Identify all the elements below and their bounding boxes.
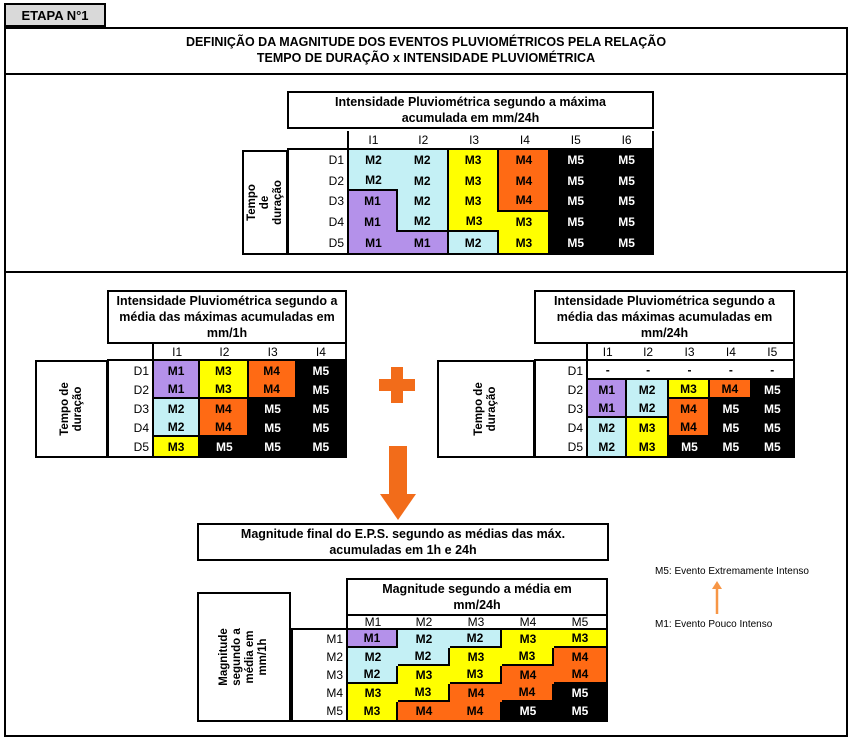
matrix-cell: M3	[152, 437, 200, 456]
matrix-cell: M4	[710, 380, 751, 399]
column-header: I5	[752, 344, 793, 361]
matrix-cell: M2	[346, 666, 398, 684]
legend-top: M5: Evento Extremamente Intenso	[655, 566, 809, 577]
matrix-cell: M4	[554, 648, 606, 666]
matrix-cell: M4	[554, 666, 606, 684]
matrix-cell: M3	[449, 191, 500, 212]
top-matrix-grid	[287, 131, 654, 255]
row-label: D5	[107, 437, 152, 456]
matrix-cell: -	[627, 361, 668, 380]
matrix-cell: M2	[586, 418, 627, 437]
stage-label: ETAPA N°1	[4, 3, 106, 27]
matrix-cell: M2	[627, 399, 668, 418]
right-matrix-grid	[534, 344, 795, 458]
divider	[4, 271, 848, 273]
matrix-cell: M5	[550, 191, 601, 212]
matrix-cell: M5	[601, 232, 652, 253]
top-side-label-text: Tempo de duração	[245, 180, 284, 225]
matrix-cell: M4	[669, 399, 710, 418]
column-header: I1	[152, 344, 200, 361]
column-header: M5	[554, 616, 606, 630]
matrix-cell: M3	[398, 684, 450, 702]
matrix-cell: M4	[502, 684, 554, 702]
page-title	[6, 34, 846, 66]
row-label: D4	[107, 418, 152, 437]
matrix-cell: M5	[601, 212, 652, 233]
corner-cell	[291, 616, 346, 630]
matrix-cell: M5	[669, 437, 710, 456]
matrix-cell: M5	[297, 399, 345, 418]
matrix-cell: M2	[398, 171, 449, 192]
matrix-cell: M5	[752, 380, 793, 399]
row-label: D5	[287, 232, 347, 253]
matrix-cell: M3	[398, 666, 450, 684]
column-header: I4	[297, 344, 345, 361]
matrix-cell: M5	[249, 437, 297, 456]
matrix-cell: M3	[502, 648, 554, 666]
matrix-cell: M1	[586, 380, 627, 399]
final-matrix-side-label	[197, 592, 291, 722]
matrix-cell: M5	[297, 380, 345, 399]
matrix-cell: M5	[550, 232, 601, 253]
matrix-cell: M5	[550, 150, 601, 171]
matrix-cell: M1	[347, 212, 398, 233]
row-label: M2	[291, 648, 346, 666]
row-label: D1	[534, 361, 586, 380]
matrix-cell: M2	[398, 648, 450, 666]
column-header: M4	[502, 616, 554, 630]
matrix-cell: M4	[502, 666, 554, 684]
matrix-cell: M4	[669, 418, 710, 437]
matrix-cell: M5	[297, 361, 345, 380]
matrix-cell: M5	[710, 399, 751, 418]
matrix-cell: M1	[398, 232, 449, 253]
matrix-cell: M5	[601, 191, 652, 212]
column-header: I3	[449, 131, 500, 150]
matrix-cell: M4	[499, 191, 550, 212]
down-arrow-head	[380, 494, 416, 520]
matrix-cell: M3	[499, 212, 550, 233]
column-header: I3	[669, 344, 710, 361]
matrix-cell: -	[710, 361, 751, 380]
down-arrow-icon	[380, 446, 416, 522]
column-header: I6	[601, 131, 652, 150]
matrix-cell: M4	[200, 418, 248, 437]
matrix-cell: -	[752, 361, 793, 380]
left-matrix-title: Intensidade Pluviométrica segundo a média das máximas acumuladas em mm/1h	[107, 290, 347, 344]
matrix-cell: M5	[710, 418, 751, 437]
matrix-cell: M3	[627, 418, 668, 437]
matrix-cell: M4	[398, 702, 450, 720]
matrix-cell: M3	[450, 648, 502, 666]
matrix-cell: M1	[347, 232, 398, 253]
column-header: I3	[249, 344, 297, 361]
right-matrix-title: Intensidade Pluviométrica segundo a média das máximas acumuladas em mm/24h	[534, 290, 795, 344]
matrix-cell: M2	[347, 150, 398, 171]
matrix-cell: M3	[200, 361, 248, 380]
page-title-line1: DEFINIÇÃO DA MAGNITUDE DOS EVENTOS PLUVIOMÉTRICOS PELA RELAÇÃO	[185, 35, 667, 49]
matrix-cell: M3	[449, 150, 500, 171]
corner-cell	[107, 344, 152, 361]
final-side-label-text: Magnitude segundo a média em mm/1h	[218, 628, 269, 686]
matrix-cell: M2	[152, 418, 200, 437]
column-header: M1	[346, 616, 398, 630]
row-label: D4	[534, 418, 586, 437]
column-header: I1	[347, 131, 398, 150]
matrix-cell: M3	[450, 666, 502, 684]
row-label: M3	[291, 666, 346, 684]
matrix-cell: M1	[347, 191, 398, 212]
column-header: I2	[398, 131, 449, 150]
matrix-cell: M5	[554, 684, 606, 702]
column-header: I4	[710, 344, 751, 361]
matrix-cell: M4	[499, 171, 550, 192]
matrix-cell: M5	[249, 399, 297, 418]
column-header: I5	[550, 131, 601, 150]
matrix-cell: M3	[627, 437, 668, 456]
left-matrix-side-label	[35, 360, 108, 458]
matrix-cell: M5	[297, 418, 345, 437]
column-header: M2	[398, 616, 450, 630]
matrix-cell: -	[669, 361, 710, 380]
row-label: D4	[287, 212, 347, 233]
column-header: I4	[499, 131, 550, 150]
right-side-label-text: Tempo de duração	[473, 382, 498, 436]
row-label: D3	[107, 399, 152, 418]
divider	[4, 73, 848, 75]
top-matrix-title: Intensidade Pluviométrica segundo a máxima acumulada em mm/24h	[287, 91, 654, 129]
matrix-cell: M5	[752, 399, 793, 418]
column-header: I2	[627, 344, 668, 361]
matrix-cell: M4	[200, 399, 248, 418]
row-label: D2	[107, 380, 152, 399]
matrix-cell: M3	[499, 232, 550, 253]
matrix-cell: -	[586, 361, 627, 380]
matrix-cell: M2	[398, 150, 449, 171]
column-header: I2	[200, 344, 248, 361]
matrix-cell: M1	[586, 399, 627, 418]
corner-cell	[534, 344, 586, 361]
final-matrix-title: Magnitude segundo a média em mm/24h	[346, 578, 608, 616]
matrix-cell: M2	[586, 437, 627, 456]
matrix-cell: M5	[502, 702, 554, 720]
matrix-cell: M5	[249, 418, 297, 437]
matrix-cell: M5	[297, 437, 345, 456]
page-title-line2: TEMPO DE DURAÇÃO x INTENSIDADE PLUVIOMÉTRICA	[256, 51, 596, 65]
matrix-cell: M5	[710, 437, 751, 456]
matrix-cell: M2	[449, 232, 500, 253]
row-label: D5	[534, 437, 586, 456]
matrix-cell: M4	[249, 361, 297, 380]
matrix-cell: M2	[398, 212, 449, 233]
matrix-cell: M2	[450, 630, 502, 648]
matrix-cell: M2	[346, 648, 398, 666]
right-matrix-side-label	[437, 360, 535, 458]
matrix-cell: M2	[627, 380, 668, 399]
left-side-label-text: Tempo de duração	[58, 382, 84, 436]
matrix-cell: M2	[398, 191, 449, 212]
matrix-cell: M2	[347, 171, 398, 192]
row-label: D3	[287, 191, 347, 212]
row-label: D1	[107, 361, 152, 380]
matrix-cell: M3	[669, 380, 710, 399]
matrix-cell: M5	[601, 150, 652, 171]
matrix-cell: M5	[752, 437, 793, 456]
matrix-cell: M5	[752, 418, 793, 437]
legend-bottom: M1: Evento Pouco Intenso	[655, 619, 773, 630]
matrix-cell: M3	[554, 630, 606, 648]
matrix-cell: M5	[601, 171, 652, 192]
row-label: D2	[534, 380, 586, 399]
row-label: M1	[291, 630, 346, 648]
top-matrix-side-label	[242, 150, 288, 255]
matrix-cell: M3	[449, 171, 500, 192]
final-title: Magnitude final do E.P.S. segundo as médias das máx. acumuladas em 1h e 24h	[197, 523, 609, 561]
plus-icon	[379, 367, 415, 403]
legend-arrow-icon	[711, 580, 723, 616]
matrix-cell: M4	[450, 684, 502, 702]
matrix-cell: M5	[200, 437, 248, 456]
matrix-cell: M3	[449, 212, 500, 233]
legend-arrow-head	[712, 581, 722, 589]
matrix-cell: M1	[346, 630, 398, 648]
matrix-cell: M5	[550, 212, 601, 233]
down-arrow-shaft	[389, 446, 407, 496]
row-label: M4	[291, 684, 346, 702]
matrix-cell: M2	[398, 630, 450, 648]
final-matrix-grid	[291, 616, 608, 722]
matrix-cell: M1	[152, 380, 200, 399]
matrix-cell: M5	[554, 702, 606, 720]
row-label: D3	[534, 399, 586, 418]
matrix-cell: M3	[200, 380, 248, 399]
matrix-cell: M5	[550, 171, 601, 192]
matrix-cell: M4	[450, 702, 502, 720]
plus-horizontal-bar	[379, 379, 415, 391]
matrix-cell: M4	[499, 150, 550, 171]
matrix-cell: M3	[502, 630, 554, 648]
matrix-cell: M2	[152, 399, 200, 418]
row-label: M5	[291, 702, 346, 720]
matrix-cell: M3	[346, 702, 398, 720]
left-matrix-grid	[107, 344, 347, 458]
row-label: D1	[287, 150, 347, 171]
matrix-cell: M3	[346, 684, 398, 702]
column-header: M3	[450, 616, 502, 630]
row-label: D2	[287, 171, 347, 192]
column-header: I1	[586, 344, 627, 361]
matrix-cell: M1	[152, 361, 200, 380]
matrix-cell: M4	[249, 380, 297, 399]
corner-cell	[287, 131, 347, 150]
